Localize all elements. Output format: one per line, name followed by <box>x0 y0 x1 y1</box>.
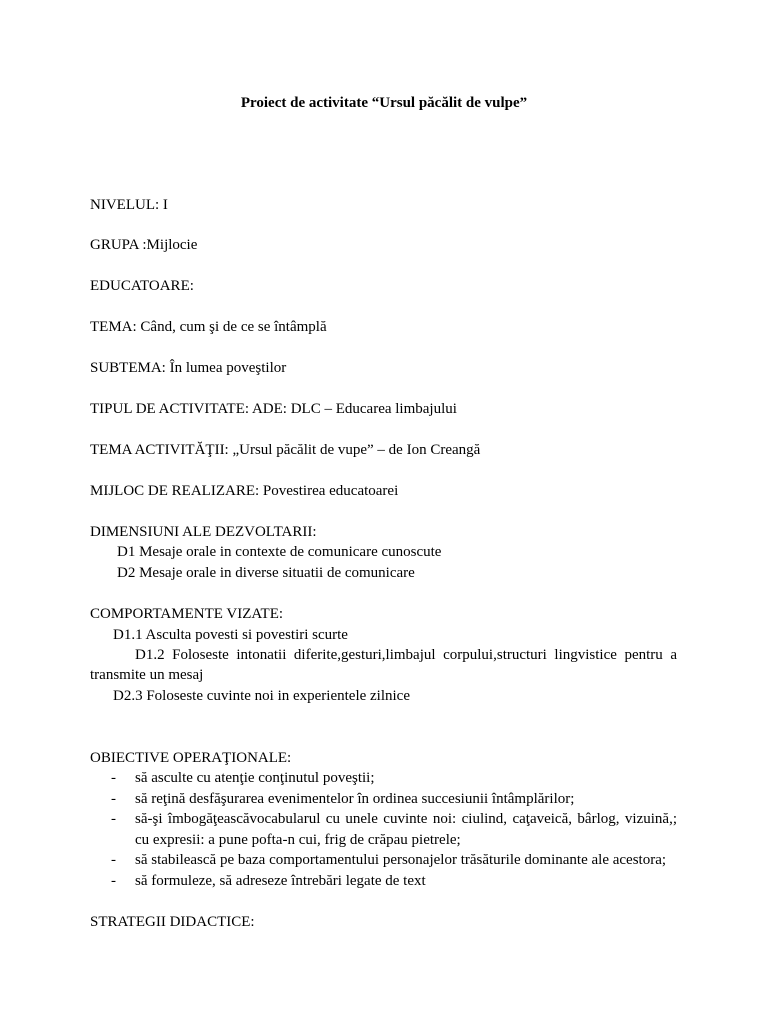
bullet-dash: - <box>111 873 116 889</box>
comportamente-heading: COMPORTAMENTE VIZATE: <box>90 606 284 622</box>
dimensiune-item: D2 Mesaje orale in diverse situatii de comunicare <box>117 565 415 581</box>
comportament-d12-line1: D1.2 Foloseste intonatii diferite,gesturi,limbajul corpului,structuri lingvistice pentru a <box>135 647 677 663</box>
field-grupa: GRUPA :Mijlocie <box>90 237 198 253</box>
comportament-d11: D1.1 Asculta povesti si povestiri scurte <box>113 627 348 643</box>
objective-item: să asculte cu atenţie conţinutul poveştii; <box>135 770 375 786</box>
field-tipul-activitate: TIPUL DE ACTIVITATE: ADE: DLC – Educarea limbajului <box>90 401 457 417</box>
objective-item: să formuleze, să adreseze întrebări legate de text <box>135 873 426 889</box>
field-tema: TEMA: Când, cum şi de ce se întâmplă <box>90 319 327 335</box>
strategii-heading: STRATEGII DIDACTICE: <box>90 914 255 930</box>
field-subtema: SUBTEMA: În lumea poveştilor <box>90 360 287 376</box>
field-nivelul: NIVELUL: I <box>90 197 168 213</box>
objective-item: să stabilească pe baza comportamentului personajelor trăsăturile dominante ale acestora; <box>135 852 667 868</box>
document-title: Proiect de activitate “Ursul păcălit de vulpe” <box>240 95 528 111</box>
objective-item: să-şi îmbogăţeascăvocabularul cu unele cuvinte noi: ciulind, caţaveică, bârlog, vizuină,; <box>135 811 677 827</box>
bullet-dash: - <box>111 852 116 868</box>
dimensiuni-heading: DIMENSIUNI ALE DEZVOLTARII: <box>90 524 317 540</box>
comportament-d23: D2.3 Foloseste cuvinte noi in experientele zilnice <box>113 688 410 704</box>
comportament-d12-line2: transmite un mesaj <box>90 667 204 683</box>
objective-item-continuation: cu expresii: a pune pofta-n cui, frig de crăpau pietrele; <box>135 832 461 848</box>
obiective-heading: OBIECTIVE OPERAŢIONALE: <box>90 750 292 766</box>
field-mijloc-realizare: MIJLOC DE REALIZARE: Povestirea educatoarei <box>90 483 399 499</box>
bullet-dash: - <box>111 770 116 786</box>
bullet-dash: - <box>111 791 116 807</box>
field-educatoare: EDUCATOARE: <box>90 278 194 294</box>
field-tema-activitatii: TEMA ACTIVITĂŢII: „Ursul păcălit de vupe” – de Ion Creangă <box>90 442 481 458</box>
objective-item: să reţină desfăşurarea evenimentelor în ordinea succesiunii întâmplărilor; <box>135 791 575 807</box>
bullet-dash: - <box>111 811 116 827</box>
dimensiune-item: D1 Mesaje orale in contexte de comunicare cunoscute <box>117 544 442 560</box>
